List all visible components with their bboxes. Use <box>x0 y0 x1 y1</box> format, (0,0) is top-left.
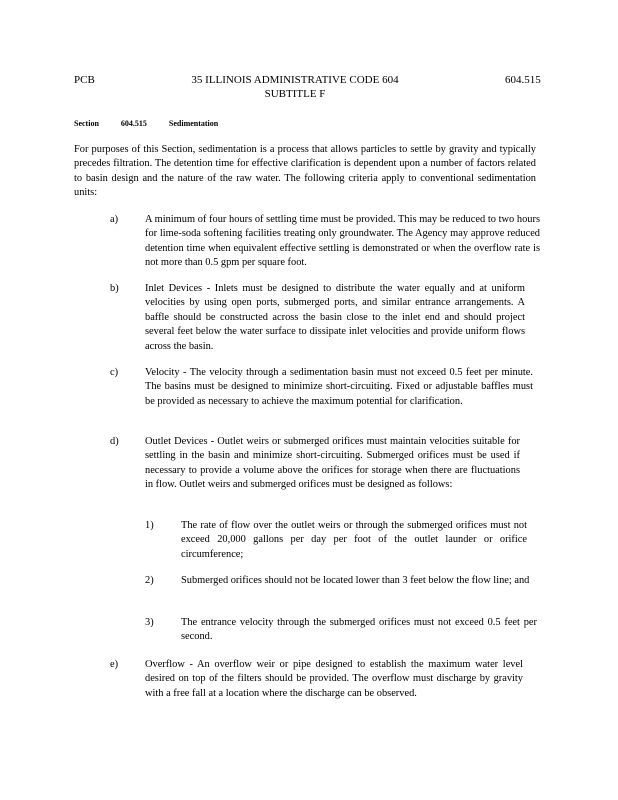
item-c-label: c) <box>110 367 119 378</box>
header-agency: PCB <box>74 74 95 86</box>
section-label: Section <box>74 119 99 128</box>
section-heading <box>74 117 218 131</box>
intro-paragraph: For purposes of this Section, sedimentation is a process that allows particles to settle by gravity and typically precedes filtration. The detention time for effective clarification is dependent upon a number of factors related to basin design and the nature of the raw water. The following criteria apply to conventional sedimentation units: <box>74 144 536 199</box>
header-title <box>160 73 430 102</box>
item-c-text: Velocity - The velocity through a sedimentation basin must not exceed 0.5 feet per minute. The basins must be designed to minimize short-circuiting. Fixed or adjustable baffles must be provided as necessary to achieve the maximum potential for clarification. <box>145 367 533 407</box>
header-title-line2: SUBTITLE F <box>264 88 326 101</box>
item-b-text: Inlet Devices - Inlets must be designed to distribute the water equally and at uniform velocities by using open ports, submerged ports, and similar entrance arrangements. A baffle should be constructed across the basin close to the inlet end and should project several feet below the water surface to dissipate inlet velocities and provide uniform flows across the basin. <box>145 283 525 352</box>
subitem-2-label: 2) <box>145 575 154 586</box>
item-d-label: d) <box>110 436 119 447</box>
item-e-label: e) <box>110 659 119 670</box>
item-a-label: a) <box>110 214 119 225</box>
subitem-1-label: 1) <box>145 520 154 531</box>
item-a-text: A minimum of four hours of settling time must be provided. This may be reduced to two hours for lime-soda softening facilities treating only groundwater. The Agency may approve reduced detention time when equivalent effective settling is demonstrated or when the overflow rate is not more than 0.5 gpm per square foot. <box>145 214 540 269</box>
subitem-2-text: Submerged orifices should not be located lower than 3 feet below the flow line; and <box>181 575 530 586</box>
subitem-3-text: The entrance velocity through the submerged orifices must not exceed 0.5 feet per second. <box>181 617 537 643</box>
section-title: Sedimentation <box>168 119 219 128</box>
header-title-line1: 35 ILLINOIS ADMINISTRATIVE CODE 604 <box>191 74 399 86</box>
section-number: 604.515 <box>120 119 147 128</box>
header-section-number: 604.515 <box>505 74 541 86</box>
item-e-text: Overflow - An overflow weir or pipe designed to establish the maximum water level desired on top of the filters should be provided. The overflow must discharge by gravity with a free fall at a location where the discharge can be observed. <box>145 659 523 699</box>
item-d-text: Outlet Devices - Outlet weirs or submerged orifices must maintain velocities suitable for settling in the basin and minimize short-circuiting. Submerged orifices must be used if necessary to provide a volume above the orifices for storage when there are fluctuations in flow. Outlet weirs and submerged orifices must be designed as follows: <box>145 436 520 491</box>
item-b-label: b) <box>110 283 119 294</box>
subitem-3-label: 3) <box>145 617 154 628</box>
subitem-1-text: The rate of flow over the outlet weirs or through the submerged orifices must not exceed 20,000 gallons per day per foot of the outlet launder or orifice circumference; <box>181 520 527 560</box>
